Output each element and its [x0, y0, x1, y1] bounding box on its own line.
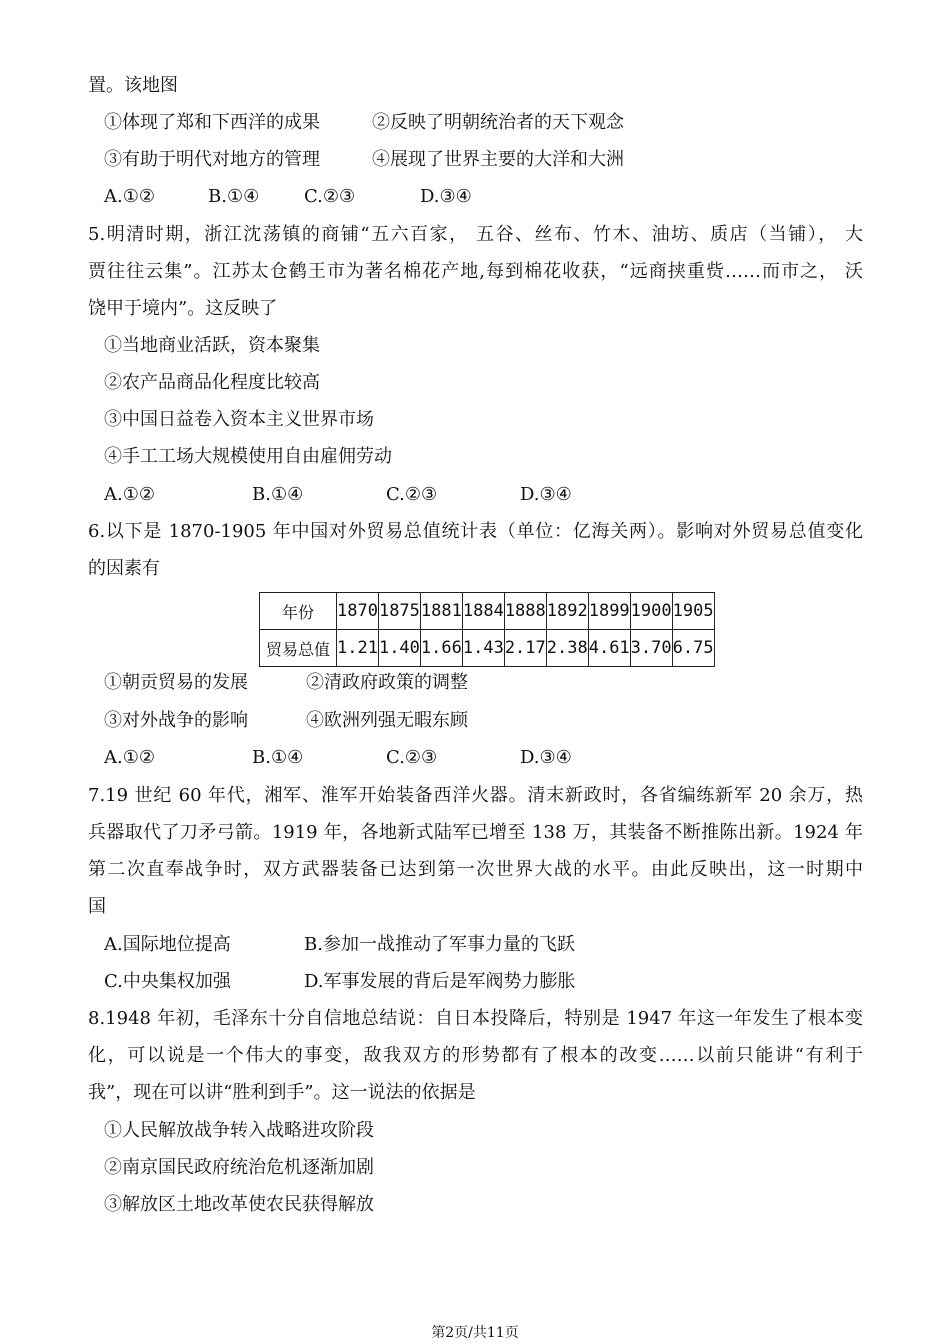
- q5-choice-b: B.①④: [252, 484, 304, 505]
- table-cell-value: 3.70: [630, 630, 672, 667]
- table-cell-value: 1.66: [420, 630, 462, 667]
- table-cell-value: 1.40: [378, 630, 420, 667]
- q7-stem-line-1: 7.19 世纪 60 年代，湘军、淮军开始装备西洋火器。清末新政时，各省编练新军 20 余万，热: [88, 785, 863, 806]
- q8-option-2: ②南京国民政府统治危机逐渐加剧: [104, 1157, 374, 1178]
- q5-choice-d: D.③④: [520, 484, 572, 505]
- table-cell-value: 4.61: [588, 630, 630, 667]
- q4-option-3: ③有助于明代对地方的管理: [104, 149, 320, 170]
- q5-stem-line-3: 饶甲于境内”。这反映了: [88, 298, 278, 319]
- table-cell-year: 1875: [378, 593, 420, 630]
- table-cell-value: 2.17: [504, 630, 546, 667]
- q4-option-4: ④展现了世界主要的大洋和大洲: [372, 149, 624, 170]
- q4-tail-text: 置。该地图: [88, 75, 178, 96]
- table-row-values: [260, 630, 715, 667]
- q6-choice-d: D.③④: [520, 747, 572, 768]
- table-cell-year: 1899: [588, 593, 630, 630]
- q6-option-3: ③对外战争的影响: [104, 710, 248, 731]
- q8-stem-line-2: 化，可以说是一个伟大的事变，敌我双方的形势都有了根本的改变……以前只能讲“有利于: [88, 1045, 863, 1066]
- q7-stem-line-3: 第二次直奉战争时，双方武器装备已达到第一次世界大战的水平。由此反映出，这一时期中: [88, 859, 863, 880]
- q8-stem-line-1: 8.1948 年初，毛泽东十分自信地总结说：自日本投降后，特别是 1947 年这一年发生了根本变: [88, 1008, 863, 1029]
- table-row-years: [260, 593, 715, 630]
- q5-option-2: ②农产品商品化程度比较高: [104, 372, 320, 393]
- q7-stem-line-2: 兵器取代了刀矛弓箭。1919 年，各地新式陆军已增至 138 万，其装备不断推陈出新。1924 年: [88, 822, 863, 843]
- q5-choice-a: A.①②: [104, 484, 155, 505]
- table-cell-year: 1881: [420, 593, 462, 630]
- table-cell-year: 1884: [462, 593, 504, 630]
- table-cell-year: 1892: [546, 593, 588, 630]
- q6-option-2: ②清政府政策的调整: [306, 672, 468, 693]
- table-cell-year: 1888: [504, 593, 546, 630]
- q6-choice-b: B.①④: [252, 747, 304, 768]
- q5-option-3: ③中国日益卷入资本主义世界市场: [104, 409, 374, 430]
- q6-choice-c: C.②③: [386, 747, 438, 768]
- q4-choice-d: D.③④: [420, 186, 472, 207]
- page-number-footer: 第2页/共11页: [431, 1325, 519, 1341]
- q6-stem-line-2: 的因素有: [88, 558, 160, 579]
- q5-stem-line-1: 5.明清时期，浙江沈荡镇的商铺“五六百家， 五谷、丝布、竹木、油坊、质店（当铺）， 大: [88, 224, 863, 245]
- q6-choice-a: A.①②: [104, 747, 155, 768]
- q6-option-4: ④欧洲列强无暇东顾: [306, 710, 468, 731]
- q7-stem-line-4: 国: [88, 896, 106, 917]
- q5-option-1: ①当地商业活跃，资本聚集: [104, 335, 320, 356]
- table-cell-year: 1870: [337, 593, 379, 630]
- table-cell-value: 1.21: [337, 630, 379, 667]
- q6-option-1: ①朝贡贸易的发展: [104, 672, 248, 693]
- q7-choice-c: C.中央集权加强: [104, 971, 231, 992]
- q7-choice-b: B.参加一战推动了军事力量的飞跃: [304, 934, 575, 955]
- table-cell-value: 1.43: [462, 630, 504, 667]
- table-cell-year: 1905: [672, 593, 714, 630]
- table-cell-value: 6.75: [672, 630, 714, 667]
- q8-option-3: ③解放区土地改革使农民获得解放: [104, 1194, 374, 1215]
- table-cell-value: 2.38: [546, 630, 588, 667]
- q4-option-2: ②反映了明朝统治者的天下观念: [372, 112, 624, 133]
- q4-choice-a: A.①②: [104, 186, 155, 207]
- q4-choice-c: C.②③: [304, 186, 356, 207]
- q5-choice-c: C.②③: [386, 484, 438, 505]
- q7-choice-a: A.国际地位提高: [104, 934, 231, 955]
- table-cell-year: 1900: [630, 593, 672, 630]
- trade-value-table: [259, 592, 715, 667]
- q5-stem-line-2: 贾往往云集”。江苏太仓鹤王市为著名棉花产地,每到棉花收获，“远商挟重赀……而市之， 沃: [88, 261, 863, 282]
- q4-choice-b: B.①④: [208, 186, 260, 207]
- q7-choice-d: D.军事发展的背后是军阀势力膨胀: [304, 971, 576, 992]
- q5-option-4: ④手工工场大规模使用自由雇佣劳动: [104, 446, 392, 467]
- q8-stem-line-3: 我”，现在可以讲“胜利到手”。这一说法的依据是: [88, 1082, 476, 1103]
- table-header-year: 年份: [260, 593, 337, 630]
- q6-stem-line-1: 6.以下是 1870-1905 年中国对外贸易总值统计表（单位：亿海关两）。影响对外贸易总值变化: [88, 521, 863, 542]
- q4-option-1: ①体现了郑和下西洋的成果: [104, 112, 320, 133]
- q8-option-1: ①人民解放战争转入战略进攻阶段: [104, 1120, 374, 1141]
- table-header-trade-value: 贸易总值: [260, 630, 337, 667]
